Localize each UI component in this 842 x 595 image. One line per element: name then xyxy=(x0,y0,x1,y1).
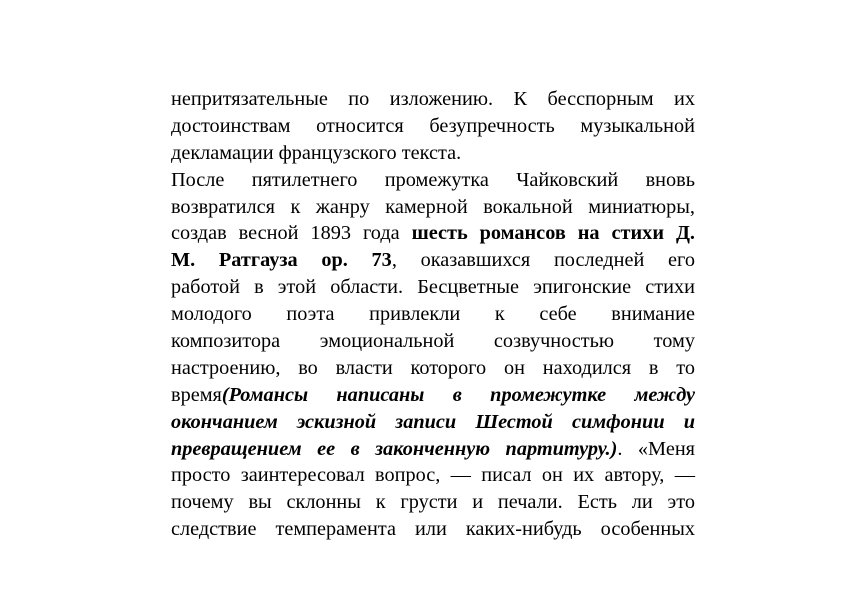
text-run: декламации французского текста. xyxy=(171,141,462,164)
text-line xyxy=(171,516,695,543)
text-line xyxy=(171,194,695,221)
text-run: возвратился к жанру камерной вокальной миниатюры, xyxy=(171,195,695,218)
text-run: следствие темперамента или каких-нибудь особенных xyxy=(171,518,695,541)
footnote-italic-run: (Романсы написаны в промежутке между xyxy=(221,383,695,406)
text-run: время xyxy=(171,383,222,406)
text-line xyxy=(171,328,695,355)
body-text xyxy=(171,86,695,543)
text-line xyxy=(171,167,695,194)
text-run: работой в этой области. Бесцветные эпигонские стихи xyxy=(171,276,695,299)
text-run: . «Меня xyxy=(617,437,695,460)
text-run: создав весной 1893 года xyxy=(171,222,412,245)
text-line xyxy=(171,462,695,489)
text-line xyxy=(171,355,695,382)
text-line xyxy=(171,274,695,301)
text-line xyxy=(171,86,695,113)
text-run: После пятилетнего промежутка Чайковский вновь xyxy=(171,168,695,191)
text-line xyxy=(171,409,695,436)
text-line xyxy=(171,382,695,409)
text-run: молодого поэта привлекли к себе внимание xyxy=(171,303,695,326)
text-line xyxy=(171,436,695,463)
text-line xyxy=(171,247,695,274)
footnote-italic-run: окончанием эскизной записи Шестой симфонии и xyxy=(171,410,695,433)
text-run: просто заинтересовал вопрос, — писал он их автору, — xyxy=(171,464,695,487)
footnote-italic-run: превращением ее в законченную партитуру.) xyxy=(171,437,618,460)
text-line xyxy=(171,489,695,516)
text-run: , оказавшихся последней его xyxy=(391,249,695,272)
text-run: композитора эмоциональной созвучностью тому xyxy=(171,330,695,353)
text-run: настроению, во власти которого он находился в то xyxy=(171,356,695,379)
text-run: непритязательные по изложению. К бесспорным их xyxy=(171,88,695,110)
text-line xyxy=(171,113,695,140)
paragraph-end-line xyxy=(171,140,695,167)
bold-title-run: М. Ратгауза ор. 73 xyxy=(171,249,392,272)
text-line xyxy=(171,301,695,328)
text-run: достоинствам относится безупречность музыкальной xyxy=(171,114,695,137)
bold-title-run: шесть романсов на стихи Д. xyxy=(411,222,695,245)
text-line xyxy=(171,220,695,247)
text-run: почему вы склонны к грусти и печали. Есть ли это xyxy=(171,491,695,514)
